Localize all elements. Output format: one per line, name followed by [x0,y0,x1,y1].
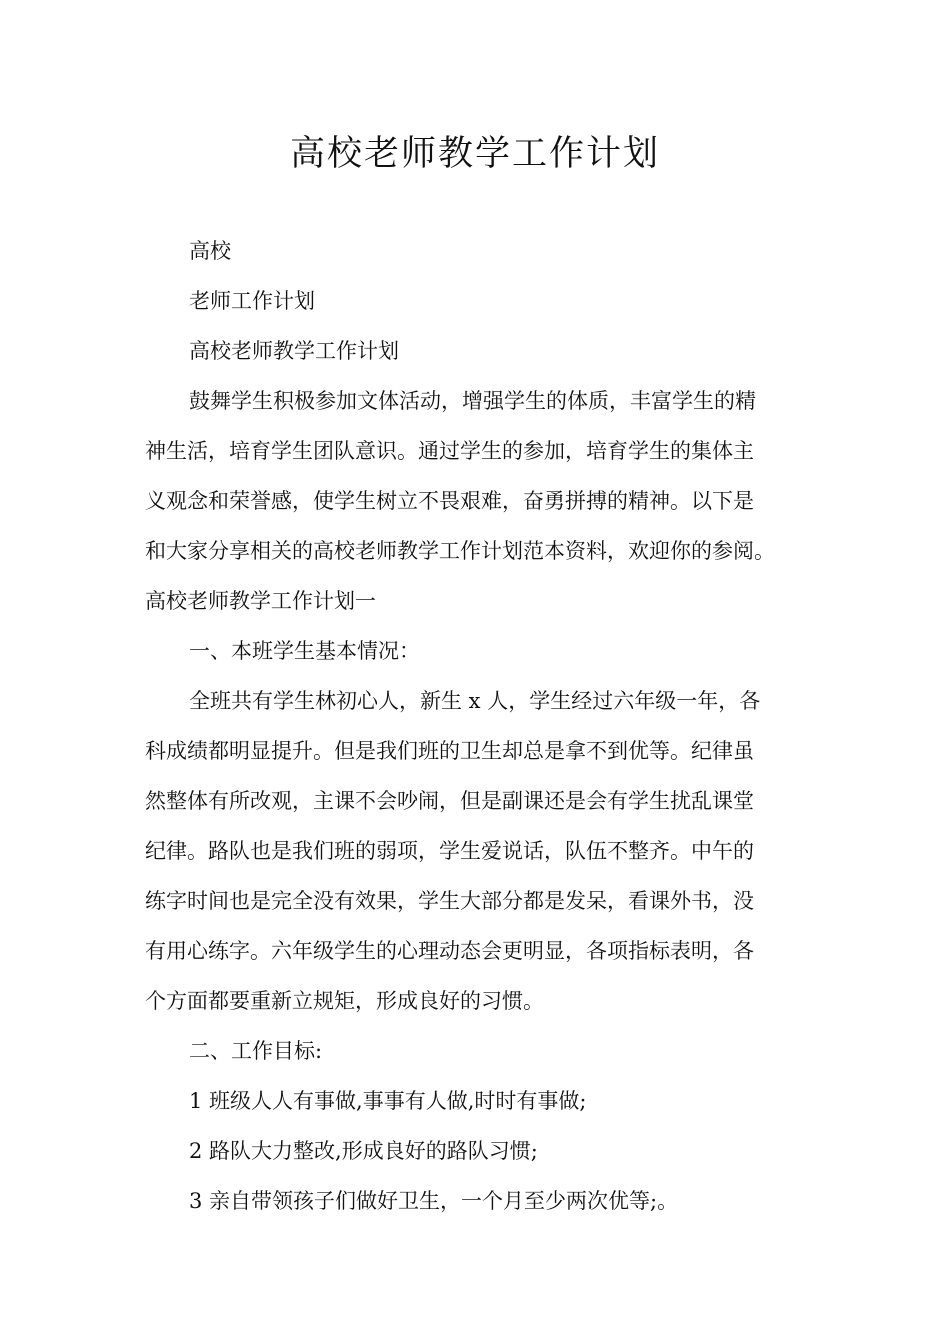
section-heading: 高校老师教学工作计划一 [145,589,376,613]
document-title: 高校老师教学工作计划 [289,134,660,174]
paragraph-line: 练字时间也是完全没有效果，学生大部分都是发呆，看课外书，没 [145,889,754,913]
paragraph-line: 然整体有所改观，主课不会吵闹，但是副课还是会有学生扰乱课堂 [145,789,754,813]
paragraph-line: 科成绩都明显提升。但是我们班的卫生却总是拿不到优等。纪律虽 [145,739,754,763]
paragraph-line: 和大家分享相关的高校老师教学工作计划范本资料，欢迎你的参阅。 [145,539,775,563]
section-heading: 二、工作目标: [189,1039,323,1063]
paragraph-line: 高校老师教学工作计划 [189,339,399,363]
paragraph-line: 纪律。路队也是我们班的弱项，学生爱说话，队伍不整齐。中午的 [145,839,754,863]
list-item: 3 亲自带领孩子们做好卫生，一个月至少两次优等;。 [189,1189,679,1213]
paragraph-line: 鼓舞学生积极参加文体活动，增强学生的体质，丰富学生的精 [189,389,756,413]
paragraph-line: 神生活，培育学生团队意识。通过学生的参加，培育学生的集体主 [145,439,754,463]
paragraph-line: 有用心练字。六年级学生的心理动态会更明显，各项指标表明，各 [145,939,754,963]
paragraph-line: 个方面都要重新立规矩，形成良好的习惯。 [145,989,544,1013]
paragraph-line: 义观念和荣誉感，使学生树立不畏艰难，奋勇拼搏的精神。以下是 [145,489,754,513]
list-item: 2 路队大力整改,形成良好的路队习惯; [189,1139,538,1163]
paragraph-line: 老师工作计划 [189,289,315,313]
list-item: 1 班级人人有事做,事事有人做,时时有事做; [189,1089,587,1113]
paragraph-line: 高校 [189,239,231,263]
paragraph-line: 全班共有学生林初心人，新生 x 人，学生经过六年级一年，各 [189,689,761,713]
section-heading: 一、本班学生基本情况： [189,639,420,663]
